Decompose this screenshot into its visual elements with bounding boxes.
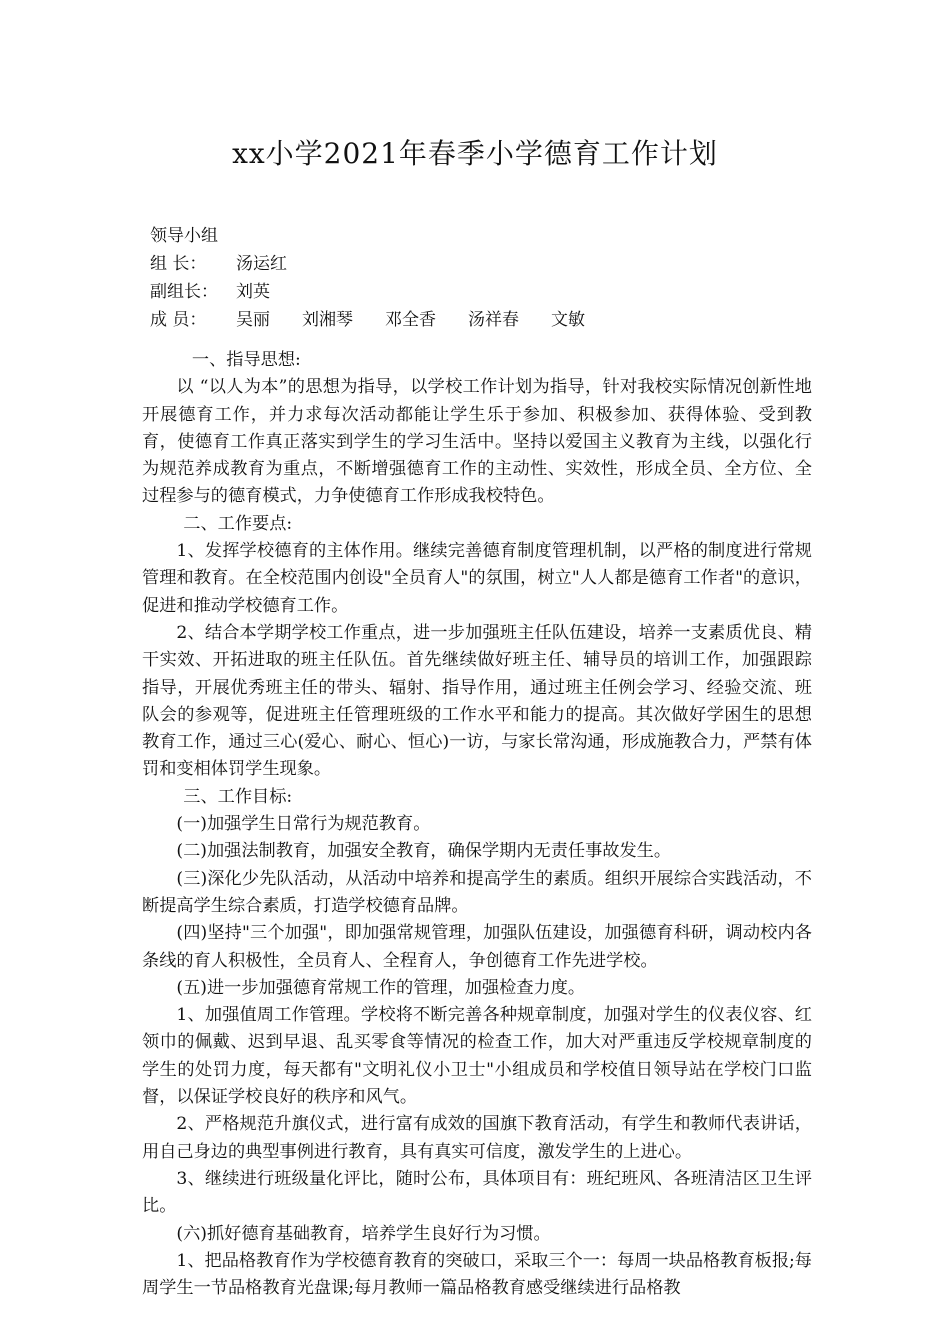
paragraph: 3、继续进行班级量化评比，随时公布，具体项目有：班纪班风、各班清洁区卫生评比。	[142, 1168, 812, 1217]
paragraph: 1、把品格教育作为学校德育教育的突破口，采取三个一：每周一块品格教育板报;每周学生一节品格教育光盘课;每月教师一篇品格教育感受继续进行品格教	[142, 1250, 812, 1299]
leadership-team	[150, 222, 617, 334]
paragraph: (二)加强法制教育，加强安全教育，确保学期内无责任事故发生。	[176, 841, 672, 862]
team-deputy-row	[150, 278, 617, 306]
member-name: 邓全香	[385, 310, 436, 330]
member-name: 吴丽	[236, 310, 270, 330]
section-heading: 三、工作目标:	[183, 786, 293, 807]
team-members-row	[150, 306, 617, 334]
deputy-role: 副组长：	[150, 282, 218, 302]
paragraph: (六)抓好德育基础教育，培养学生良好行为习惯。	[176, 1223, 551, 1244]
document-title: xx小学2021年春季小学德育工作计划	[232, 137, 718, 170]
paragraph: (四)坚持"三个加强"，即加强常规管理，加强队伍建设，加强德育科研，调动校内各条线的育人积极性，全员育人、全程育人，争创德育工作先进学校。	[142, 923, 812, 971]
team-heading: 领导小组	[150, 226, 218, 246]
team-leader-row	[150, 250, 617, 278]
paragraph: 2、严格规范升旗仪式，进行富有成效的国旗下教育活动，有学生和教师代表讲话，用自己身边的典型事例进行教育，具有真实可信度，激发学生的上进心。	[142, 1114, 812, 1162]
paragraph: (三)深化少先队活动，从活动中培养和提高学生的素质。组织开展综合实践活动，不断提高学生综合素质，打造学校德育品牌。	[142, 868, 812, 916]
section-heading: 二、工作要点:	[183, 513, 293, 534]
member-name: 汤祥春	[468, 310, 519, 330]
paragraph: (五)进一步加强德育常规工作的管理，加强检查力度。	[176, 977, 586, 998]
deputy-name: 刘英	[236, 282, 270, 302]
member-name: 文敏	[551, 310, 585, 330]
member-name: 刘湘琴	[302, 310, 353, 330]
paragraph: (一)加强学生日常行为规范教育。	[176, 814, 431, 835]
members-role: 成 员：	[150, 310, 207, 330]
paragraph: 以 “以人为本”的思想为指导，以学校工作计划为指导，针对我校实际情况创新性地开展德育工作，并力求每次活动都能让学生乐于参加、积极参加、获得体验、受到教育，使德育工作真正落实到学生的学习生活中。坚持以爱国主义教育为主线，以强化行为规范养成教育为重点，不断增强德育工作的主动性、实效性，形成全员、全方位、全过程参与的德育模式，力争使德育工作形成我校特色。	[142, 377, 812, 507]
paragraph: 1、发挥学校德育的主体作用。继续完善德育制度管理机制，以严格的制度进行常规管理和教育。在全校范围内创设"全员育人"的氛围，树立"人人都是德育工作者"的意识，促进和推动学校德育工作。	[142, 541, 812, 616]
paragraph: 2、结合本学期学校工作重点，进一步加强班主任队伍建设，培养一支素质优良、精干实效、开拓进取的班主任队伍。首先继续做好班主任、辅导员的培训工作，加强跟踪指导，开展优秀班主任的带头、辐射、指导作用，通过班主任例会学习、经验交流、班队会的参观等，促进班主任管理班级的工作水平和能力的提高。其次做好学困生的思想教育工作，通过三心(爱心、耐心、恒心)一访，与家长常沟通，形成施教合力，严禁有体罚和变相体罚学生现象。	[142, 622, 812, 780]
section-heading: 一、指导思想:	[191, 350, 301, 370]
leader-role: 组 长：	[150, 254, 207, 274]
document-body	[142, 347, 812, 1302]
paragraph: 1、加强值周工作管理。学校将不断完善各种规章制度，加强对学生的仪表仪容、红领巾的佩戴、迟到早退、乱买零食等情况的检查工作，加大对严重违反学校规章制度的学生的处罚力度，每天都有"文明礼仪小卫士"小组成员和学校值日领导站在学校门口监督，以保证学校良好的秩序和风气。	[142, 1005, 812, 1108]
leader-name: 汤运红	[236, 254, 287, 274]
